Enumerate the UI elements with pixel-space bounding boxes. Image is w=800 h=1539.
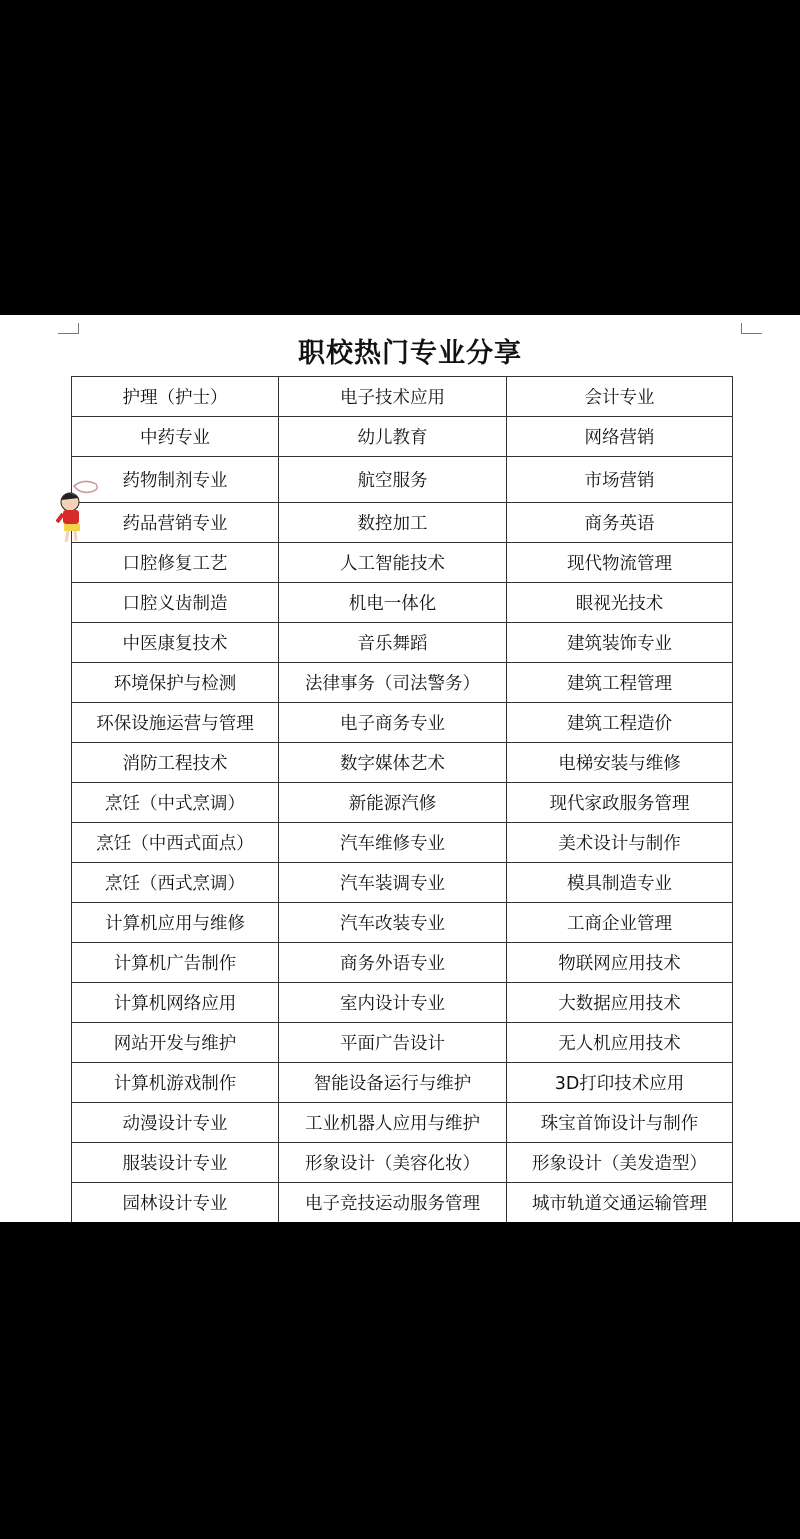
major-cell: 大数据应用技术 [507, 983, 733, 1023]
major-cell: 市场营销 [507, 457, 733, 503]
major-cell: 幼儿教育 [279, 417, 507, 457]
major-cell: 网站开发与维护 [72, 1023, 279, 1063]
table-row [72, 417, 733, 457]
major-cell: 智能设备运行与维护 [279, 1063, 507, 1103]
major-cell: 园林设计专业 [72, 1183, 279, 1223]
table-row [72, 1183, 733, 1223]
major-cell: 电子竞技运动服务管理 [279, 1183, 507, 1223]
table-row [72, 703, 733, 743]
major-cell: 商务英语 [507, 503, 733, 543]
major-cell: 汽车改装专业 [279, 903, 507, 943]
major-cell: 药物制剂专业 [72, 457, 279, 503]
major-cell: 环境保护与检测 [72, 663, 279, 703]
table-row [72, 783, 733, 823]
major-cell: 服装设计专业 [72, 1143, 279, 1183]
table-row [72, 1143, 733, 1183]
major-cell: 珠宝首饰设计与制作 [507, 1103, 733, 1143]
major-cell: 网络营销 [507, 417, 733, 457]
table-row [72, 983, 733, 1023]
table-row [72, 663, 733, 703]
table-row [72, 863, 733, 903]
major-cell: 工业机器人应用与维护 [279, 1103, 507, 1143]
major-cell: 机电一体化 [279, 583, 507, 623]
major-cell: 音乐舞蹈 [279, 623, 507, 663]
table-row [72, 1063, 733, 1103]
major-cell: 会计专业 [507, 377, 733, 417]
table-row [72, 1023, 733, 1063]
table-row [72, 943, 733, 983]
major-cell: 眼视光技术 [507, 583, 733, 623]
major-cell: 动漫设计专业 [72, 1103, 279, 1143]
major-cell: 建筑工程造价 [507, 703, 733, 743]
document-page [0, 315, 800, 1222]
major-cell: 新能源汽修 [279, 783, 507, 823]
major-cell: 人工智能技术 [279, 543, 507, 583]
major-cell: 形象设计（美容化妆） [279, 1143, 507, 1183]
table-row [72, 457, 733, 503]
table-row [72, 823, 733, 863]
major-cell: 形象设计（美发造型） [507, 1143, 733, 1183]
major-cell: 中药专业 [72, 417, 279, 457]
major-cell: 药品营销专业 [72, 503, 279, 543]
page-title: 职校热门专业分享 [298, 338, 522, 369]
major-cell: 平面广告设计 [279, 1023, 507, 1063]
major-cell: 计算机广告制作 [72, 943, 279, 983]
table-row [72, 583, 733, 623]
major-cell: 口腔义齿制造 [72, 583, 279, 623]
major-cell: 建筑工程管理 [507, 663, 733, 703]
table-row [72, 743, 733, 783]
major-cell: 无人机应用技术 [507, 1023, 733, 1063]
major-cell: 计算机应用与维修 [72, 903, 279, 943]
major-cell: 计算机网络应用 [72, 983, 279, 1023]
major-cell: 法律事务（司法警务） [279, 663, 507, 703]
major-cell: 环保设施运营与管理 [72, 703, 279, 743]
major-cell: 现代物流管理 [507, 543, 733, 583]
major-cell: 汽车维修专业 [279, 823, 507, 863]
major-cell: 航空服务 [279, 457, 507, 503]
table-row [72, 503, 733, 543]
major-cell: 电子技术应用 [279, 377, 507, 417]
major-cell: 商务外语专业 [279, 943, 507, 983]
major-cell: 烹饪（中式烹调） [72, 783, 279, 823]
major-cell: 计算机游戏制作 [72, 1063, 279, 1103]
major-cell: 数控加工 [279, 503, 507, 543]
major-cell: 消防工程技术 [72, 743, 279, 783]
major-cell: 建筑装饰专业 [507, 623, 733, 663]
major-cell: 汽车装调专业 [279, 863, 507, 903]
table-row [72, 1103, 733, 1143]
major-cell: 现代家政服务管理 [507, 783, 733, 823]
cartoon-sticker-icon [56, 478, 101, 546]
major-cell: 物联网应用技术 [507, 943, 733, 983]
major-cell: 数字媒体艺术 [279, 743, 507, 783]
table-row [72, 623, 733, 663]
major-cell: 工商企业管理 [507, 903, 733, 943]
major-cell: 电子商务专业 [279, 703, 507, 743]
major-cell: 美术设计与制作 [507, 823, 733, 863]
major-cell: 3D打印技术应用 [507, 1063, 733, 1103]
major-cell: 口腔修复工艺 [72, 543, 279, 583]
table-row [72, 903, 733, 943]
major-cell: 护理（护士） [72, 377, 279, 417]
major-cell: 中医康复技术 [72, 623, 279, 663]
majors-table [71, 376, 733, 1222]
major-cell: 烹饪（中西式面点） [72, 823, 279, 863]
major-cell: 电梯安装与维修 [507, 743, 733, 783]
table-row [72, 543, 733, 583]
table-row [72, 377, 733, 417]
major-cell: 城市轨道交通运输管理 [507, 1183, 733, 1223]
major-cell: 烹饪（西式烹调） [72, 863, 279, 903]
major-cell: 模具制造专业 [507, 863, 733, 903]
major-cell: 室内设计专业 [279, 983, 507, 1023]
